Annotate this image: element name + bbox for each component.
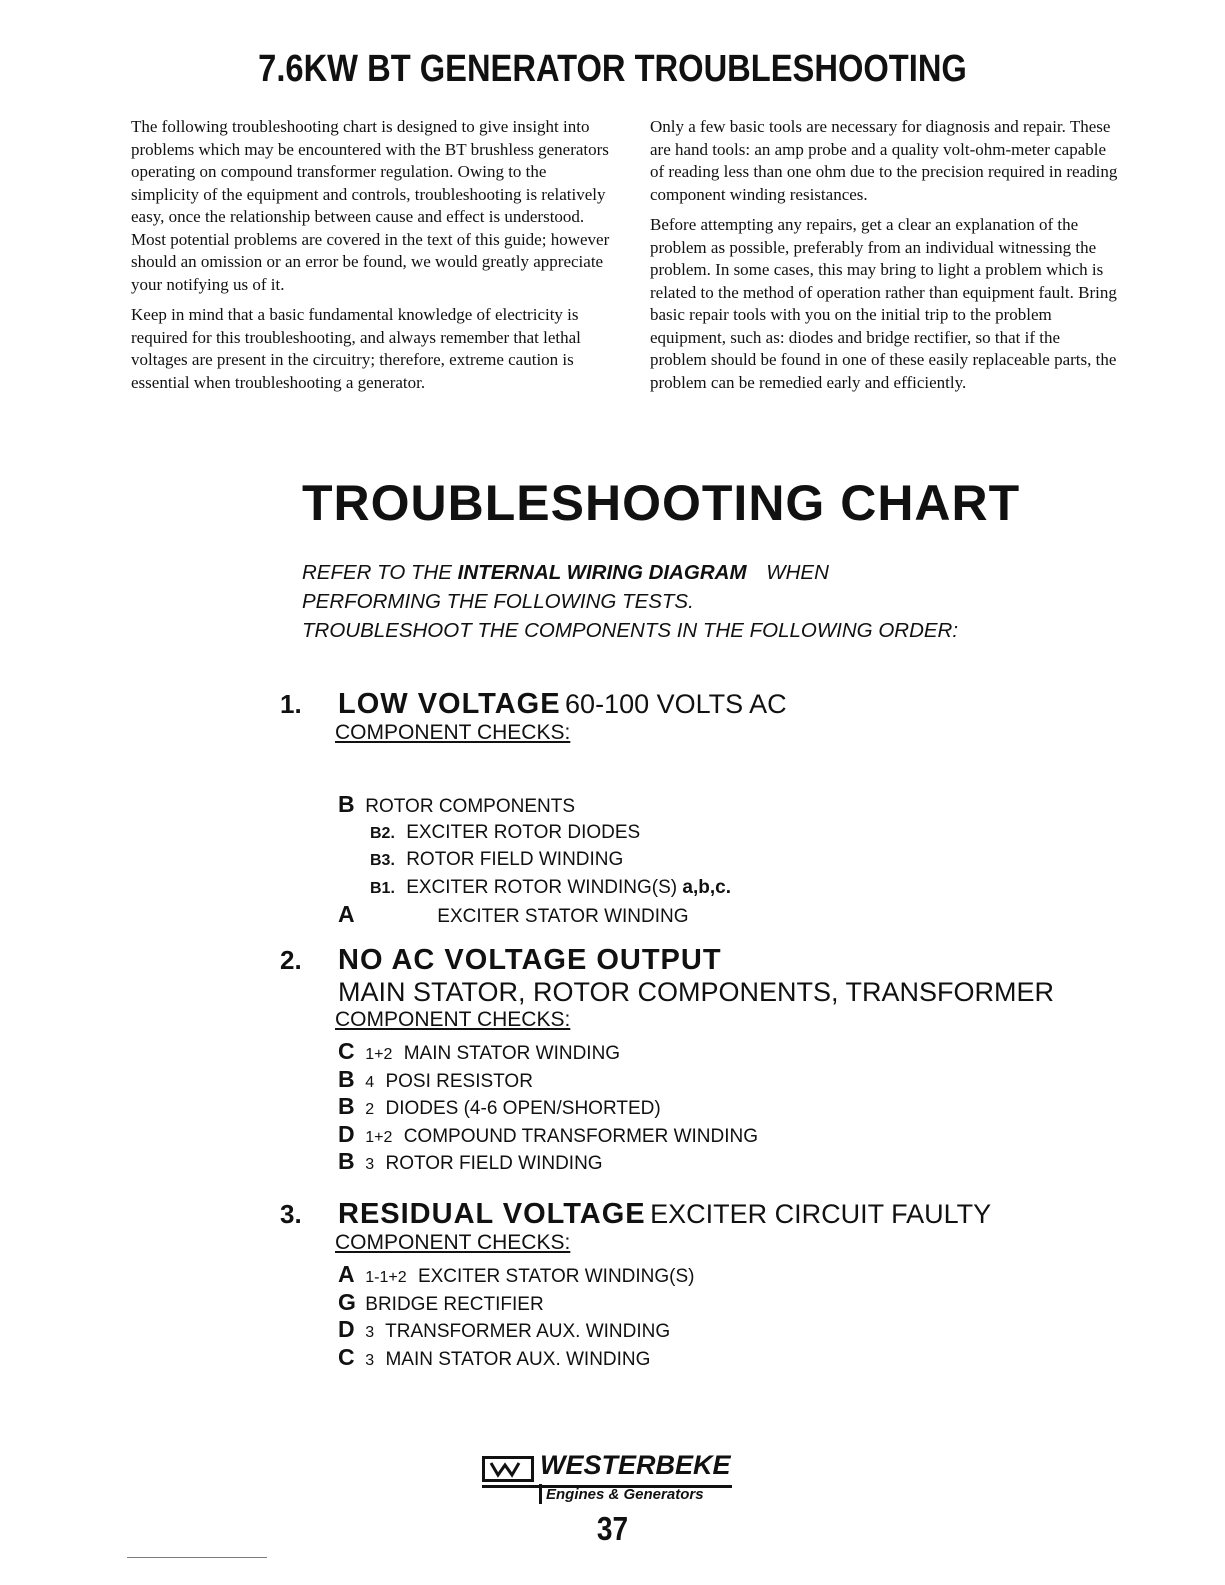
- component-text: COMPOUND TRANSFORMER WINDING: [403, 1125, 759, 1147]
- section-heading: NO AC VOLTAGE OUTPUT: [338, 944, 722, 976]
- component-letter: A: [338, 901, 355, 927]
- component-code: 1+2: [365, 1046, 393, 1063]
- list-item: [338, 1148, 1054, 1176]
- component-text: ROTOR FIELD WINDING: [385, 1153, 603, 1174]
- wiring-diagram-reference: INTERNAL WIRING DIAGRAM: [457, 561, 747, 584]
- component-letter: B: [338, 1065, 355, 1092]
- section-subheading: MAIN STATOR, ROTOR COMPONENTS, TRANSFORMER: [338, 977, 1055, 1007]
- component-code: 4: [365, 1073, 375, 1091]
- component-code: B3.: [370, 852, 395, 869]
- component-letter: B: [338, 791, 355, 817]
- intro-right-column: [650, 116, 1120, 402]
- section-low-voltage: [280, 688, 787, 929]
- component-text: MAIN STATOR AUX. WINDING: [385, 1348, 651, 1370]
- section-heading-detail: 60-100 VOLTS AC: [565, 689, 787, 719]
- brand-tagline: Engines & Generators: [546, 1486, 704, 1503]
- component-code: 1-1+2: [365, 1269, 407, 1286]
- page-title: 7.6KW BT GENERATOR TROUBLESHOOTING: [258, 48, 967, 90]
- section-heading: RESIDUAL VOLTAGE: [338, 1198, 646, 1230]
- list-item: [338, 1289, 991, 1317]
- list-item: [370, 819, 787, 847]
- component-text: EXCITER ROTOR WINDING(S): [406, 876, 678, 898]
- list-item: [338, 1066, 1054, 1094]
- westerbeke-logo: [482, 1450, 742, 1510]
- component-checks-label: COMPONENT CHECKS:: [335, 721, 571, 744]
- component-text: ROTOR COMPONENTS: [365, 796, 575, 817]
- list-item: [338, 1261, 991, 1289]
- list-item: [338, 1344, 991, 1372]
- chart-title: TROUBLESHOOTING CHART: [302, 475, 1021, 531]
- component-text: TRANSFORMER AUX. WINDING: [385, 1321, 671, 1342]
- refer-text: PERFORMING THE FOLLOWING TESTS.: [302, 590, 694, 613]
- section-residual-voltage: [280, 1198, 991, 1371]
- component-code: 1+2: [365, 1128, 393, 1146]
- component-letter: G: [338, 1288, 356, 1315]
- brand-name: WESTERBEKE: [540, 1450, 731, 1480]
- component-letter: B: [338, 1093, 355, 1119]
- component-code: 2: [365, 1101, 375, 1118]
- component-code: B1.: [370, 879, 395, 897]
- list-item: [338, 791, 787, 819]
- refer-text: WHEN: [766, 561, 829, 584]
- component-letter: D: [338, 1316, 355, 1342]
- intro-left-column: [131, 116, 611, 402]
- component-text: DIODES (4-6 OPEN/SHORTED): [385, 1098, 661, 1119]
- logo-bar: [539, 1484, 542, 1504]
- intro-paragraph: The following troubleshooting chart is designed to give insight into problems which may be encountered with the BT brushless generators operating on compound transformer regulation. Owing to the simplicity of the equipment and controls, troubleshooting is relatively easy, once the relationship between cause and effect is understood. Most potential problems are covered in the text of this guide; however should an omission or an error be found, we would greatly appreciate your notifying us of it.: [131, 117, 610, 294]
- section-number: 1.: [280, 689, 302, 719]
- list-item: [338, 901, 787, 929]
- component-text: EXCITER ROTOR DIODES: [406, 821, 641, 843]
- list-item: [338, 1093, 1054, 1121]
- section-heading: LOW VOLTAGE: [338, 688, 561, 720]
- component-letter: C: [338, 1343, 355, 1370]
- list-item: [338, 1038, 1054, 1066]
- component-extra: a,b,c.: [682, 876, 731, 898]
- component-code: 3: [365, 1324, 375, 1341]
- component-checks-label: COMPONENT CHECKS:: [335, 1008, 571, 1031]
- refer-text: REFER TO THE: [302, 561, 452, 584]
- list-item: [338, 1316, 991, 1344]
- component-letter: B: [338, 1148, 355, 1174]
- component-checks-label: COMPONENT CHECKS:: [335, 1231, 571, 1254]
- component-letter: C: [338, 1038, 355, 1064]
- list-item: [370, 846, 787, 874]
- refer-instructions: [302, 558, 958, 645]
- component-text: ROTOR FIELD WINDING: [406, 849, 624, 870]
- list-item: [370, 874, 787, 902]
- list-item: [338, 1121, 1054, 1149]
- component-code: B2.: [370, 824, 395, 842]
- section-number: 3.: [280, 1199, 302, 1229]
- component-text: EXCITER STATOR WINDING: [437, 906, 689, 927]
- section-number: 2.: [280, 945, 302, 975]
- component-text: MAIN STATOR WINDING: [403, 1043, 621, 1064]
- component-text: EXCITER STATOR WINDING(S): [417, 1266, 695, 1287]
- component-letter: A: [338, 1261, 355, 1287]
- refer-text: TROUBLESHOOT THE COMPONENTS IN THE FOLLOWING ORDER:: [302, 619, 959, 642]
- component-text: POSI RESISTOR: [385, 1070, 533, 1092]
- component-letter: D: [338, 1120, 355, 1147]
- intro-paragraph: Only a few basic tools are necessary for diagnosis and repair. These are hand tools: an amp probe and a quality volt-ohm-meter capable of reading less than one ohm due to the precision required in reading component winding resistances.: [650, 117, 1118, 204]
- footer-divider: [127, 1557, 267, 1558]
- section-heading-detail: EXCITER CIRCUIT FAULTY: [650, 1199, 992, 1229]
- intro-paragraph: Keep in mind that a basic fundamental knowledge of electricity is required for this troubleshooting, and always remember that lethal voltages are present in the circuitry; therefore, extreme caution is essential when troubleshooting a generator.: [131, 305, 581, 392]
- component-code: 3: [365, 1156, 375, 1173]
- component-code: 3: [365, 1351, 375, 1369]
- component-text: BRIDGE RECTIFIER: [365, 1293, 544, 1315]
- section-no-ac-voltage: [280, 944, 1054, 1176]
- logo-mark-icon: [482, 1456, 534, 1482]
- page-number: 37: [596, 1510, 629, 1547]
- intro-paragraph: Before attempting any repairs, get a clear an explanation of the problem as possible, preferably from an individual witnessing the problem. In some cases, this may bring to light a problem which is related to the method of operation rather than equipment fault. Bring basic repair tools with you on the initial trip to the problem equipment, such as: diodes and bridge rectifier, so that if the problem should be found in one of these easily replaceable parts, the problem can be remedied early and efficiently.: [650, 215, 1117, 392]
